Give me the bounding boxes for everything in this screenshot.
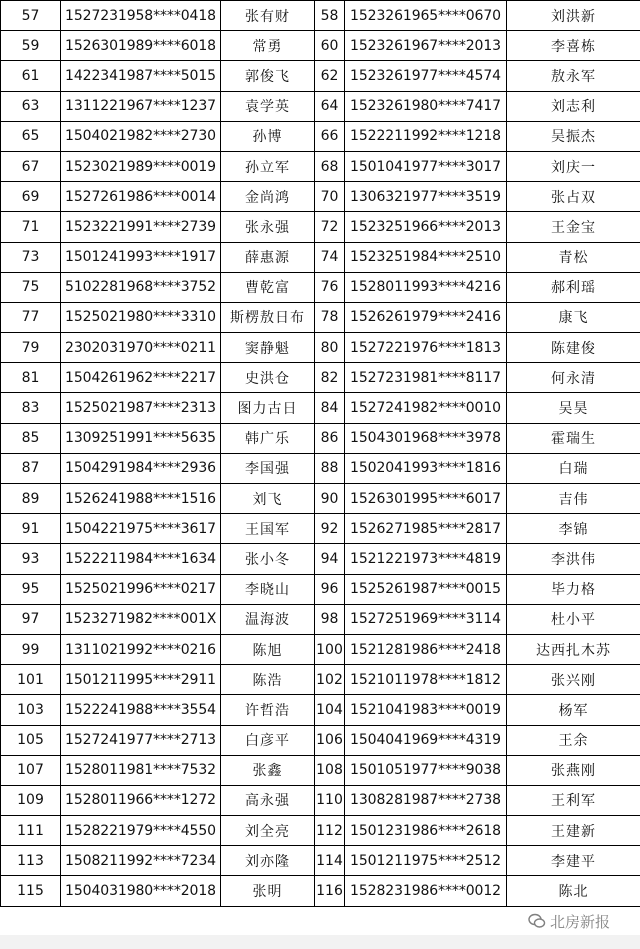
table-row [1, 574, 640, 604]
id-number-cell: 1528221979****4550 [61, 816, 221, 846]
table-row [1, 272, 640, 302]
name-cell: 王国军 [221, 514, 315, 544]
table-row [1, 1, 640, 31]
row-number-cell: 60 [315, 31, 345, 61]
name-cell: 陈北 [507, 876, 640, 906]
id-number-cell: 2302031970****0211 [61, 333, 221, 363]
name-cell: 曹乾富 [221, 272, 315, 302]
id-number-cell: 1523251984****2510 [345, 242, 507, 272]
row-number-cell: 59 [1, 31, 61, 61]
name-cell: 窦静魁 [221, 333, 315, 363]
name-cell: 许哲浩 [221, 695, 315, 725]
name-cell: 刘全亮 [221, 816, 315, 846]
table-row [1, 242, 640, 272]
id-number-cell: 1525021987****2313 [61, 393, 221, 423]
row-number-cell: 82 [315, 363, 345, 393]
id-number-cell: 1504021982****2730 [61, 121, 221, 151]
row-number-cell: 116 [315, 876, 345, 906]
name-cell: 张永强 [221, 212, 315, 242]
row-number-cell: 65 [1, 121, 61, 151]
name-cell: 李晓山 [221, 574, 315, 604]
id-number-cell: 1521041983****0019 [345, 695, 507, 725]
row-number-cell: 96 [315, 574, 345, 604]
row-number-cell: 85 [1, 423, 61, 453]
id-number-cell: 1521221973****4819 [345, 544, 507, 574]
name-cell: 张有财 [221, 1, 315, 31]
table-row [1, 423, 640, 453]
id-number-cell: 1504291984****2936 [61, 453, 221, 483]
row-number-cell: 112 [315, 816, 345, 846]
name-cell: 斯楞敖日布 [221, 302, 315, 332]
row-number-cell: 100 [315, 634, 345, 664]
table-row [1, 514, 640, 544]
id-number-cell: 1523261980****7417 [345, 91, 507, 121]
row-number-cell: 111 [1, 816, 61, 846]
id-number-cell: 1527241977****2713 [61, 725, 221, 755]
row-number-cell: 79 [1, 333, 61, 363]
table-row [1, 665, 640, 695]
name-cell: 李洪伟 [507, 544, 640, 574]
row-number-cell: 71 [1, 212, 61, 242]
id-number-cell: 1523021989****0019 [61, 151, 221, 181]
id-number-cell: 1527231981****8117 [345, 363, 507, 393]
bottom-strip [0, 935, 640, 949]
id-number-cell: 1526271985****2817 [345, 514, 507, 544]
name-cell: 李国强 [221, 453, 315, 483]
id-number-cell: 1309251991****5635 [61, 423, 221, 453]
row-number-cell: 76 [315, 272, 345, 302]
table-row [1, 302, 640, 332]
row-number-cell: 94 [315, 544, 345, 574]
row-number-cell: 99 [1, 634, 61, 664]
name-cell: 薛惠源 [221, 242, 315, 272]
row-number-cell: 102 [315, 665, 345, 695]
watermark-text: 北房新报 [550, 912, 611, 931]
name-cell: 杨军 [507, 695, 640, 725]
row-number-cell: 90 [315, 484, 345, 514]
name-cell: 王余 [507, 725, 640, 755]
name-cell: 杜小平 [507, 604, 640, 634]
row-number-cell: 95 [1, 574, 61, 604]
roster-table-body [1, 1, 640, 907]
id-number-cell: 1504041969****4319 [345, 725, 507, 755]
id-number-cell: 1504221975****3617 [61, 514, 221, 544]
row-number-cell: 68 [315, 151, 345, 181]
table-row [1, 61, 640, 91]
id-number-cell: 1311221967****1237 [61, 91, 221, 121]
name-cell: 吉伟 [507, 484, 640, 514]
table-row [1, 91, 640, 121]
row-number-cell: 93 [1, 544, 61, 574]
table-row [1, 695, 640, 725]
row-number-cell: 101 [1, 665, 61, 695]
name-cell: 史洪仓 [221, 363, 315, 393]
row-number-cell: 108 [315, 755, 345, 785]
id-number-cell: 1308281987****2738 [345, 785, 507, 815]
row-number-cell: 78 [315, 302, 345, 332]
row-number-cell: 86 [315, 423, 345, 453]
name-cell: 郭俊飞 [221, 61, 315, 91]
name-cell: 孙立军 [221, 151, 315, 181]
row-number-cell: 61 [1, 61, 61, 91]
name-cell: 张燕刚 [507, 755, 640, 785]
table-row [1, 816, 640, 846]
row-number-cell: 83 [1, 393, 61, 423]
row-number-cell: 104 [315, 695, 345, 725]
table-row [1, 333, 640, 363]
row-number-cell: 62 [315, 61, 345, 91]
id-number-cell: 1527221976****1813 [345, 333, 507, 363]
row-number-cell: 77 [1, 302, 61, 332]
name-cell: 王建新 [507, 816, 640, 846]
name-cell: 吴昊 [507, 393, 640, 423]
name-cell: 孙博 [221, 121, 315, 151]
table-row [1, 725, 640, 755]
name-cell: 张占双 [507, 182, 640, 212]
id-number-cell: 1501231986****2618 [345, 816, 507, 846]
row-number-cell: 88 [315, 453, 345, 483]
id-number-cell: 1525021996****0217 [61, 574, 221, 604]
row-number-cell: 103 [1, 695, 61, 725]
id-number-cell: 1526301995****6017 [345, 484, 507, 514]
id-number-cell: 1508211992****7234 [61, 846, 221, 876]
id-number-cell: 1522211992****1218 [345, 121, 507, 151]
name-cell: 康飞 [507, 302, 640, 332]
table-row [1, 151, 640, 181]
id-number-cell: 1504031980****2018 [61, 876, 221, 906]
id-number-cell: 1528011993****4216 [345, 272, 507, 302]
id-number-cell: 1528011966****1272 [61, 785, 221, 815]
id-number-cell: 1422341987****5015 [61, 61, 221, 91]
name-cell: 霍瑞生 [507, 423, 640, 453]
name-cell: 青松 [507, 242, 640, 272]
id-number-cell: 1526301989****6018 [61, 31, 221, 61]
row-number-cell: 113 [1, 846, 61, 876]
name-cell: 刘庆一 [507, 151, 640, 181]
name-cell: 毕力格 [507, 574, 640, 604]
name-cell: 郝利瑶 [507, 272, 640, 302]
id-number-cell: 1523261965****0670 [345, 1, 507, 31]
id-number-cell: 1504301968****3978 [345, 423, 507, 453]
table-row [1, 363, 640, 393]
id-number-cell: 1523261977****4574 [345, 61, 507, 91]
table-row [1, 604, 640, 634]
table-row [1, 121, 640, 151]
id-number-cell: 1501041977****3017 [345, 151, 507, 181]
row-number-cell: 64 [315, 91, 345, 121]
name-cell: 高永强 [221, 785, 315, 815]
name-cell: 刘飞 [221, 484, 315, 514]
name-cell: 常勇 [221, 31, 315, 61]
id-number-cell: 1523271982****001X [61, 604, 221, 634]
id-number-cell: 1523261967****2013 [345, 31, 507, 61]
name-cell: 金尚鸿 [221, 182, 315, 212]
row-number-cell: 105 [1, 725, 61, 755]
row-number-cell: 89 [1, 484, 61, 514]
id-number-cell: 1527251969****3114 [345, 604, 507, 634]
row-number-cell: 115 [1, 876, 61, 906]
row-number-cell: 106 [315, 725, 345, 755]
id-number-cell: 1528231986****0012 [345, 876, 507, 906]
id-number-cell: 1502041993****1816 [345, 453, 507, 483]
row-number-cell: 110 [315, 785, 345, 815]
row-number-cell: 73 [1, 242, 61, 272]
row-number-cell: 67 [1, 151, 61, 181]
table-row [1, 212, 640, 242]
id-number-cell: 1526241988****1516 [61, 484, 221, 514]
row-number-cell: 92 [315, 514, 345, 544]
name-cell: 陈浩 [221, 665, 315, 695]
id-number-cell: 1501241993****1917 [61, 242, 221, 272]
id-number-cell: 1528011981****7532 [61, 755, 221, 785]
name-cell: 王金宝 [507, 212, 640, 242]
name-cell: 刘亦隆 [221, 846, 315, 876]
id-number-cell: 1527261986****0014 [61, 182, 221, 212]
id-number-cell: 1523221991****2739 [61, 212, 221, 242]
name-cell: 刘志利 [507, 91, 640, 121]
id-number-cell: 1522241988****3554 [61, 695, 221, 725]
id-number-cell: 1504261962****2217 [61, 363, 221, 393]
row-number-cell: 57 [1, 1, 61, 31]
id-number-cell: 1523251966****2013 [345, 212, 507, 242]
id-number-cell: 1525021980****3310 [61, 302, 221, 332]
row-number-cell: 72 [315, 212, 345, 242]
name-cell: 敖永军 [507, 61, 640, 91]
row-number-cell: 109 [1, 785, 61, 815]
wechat-icon [528, 912, 546, 930]
id-number-cell: 1527231958****0418 [61, 1, 221, 31]
name-cell: 达西扎木苏 [507, 634, 640, 664]
row-number-cell: 75 [1, 272, 61, 302]
name-cell: 李建平 [507, 846, 640, 876]
row-number-cell: 107 [1, 755, 61, 785]
name-cell: 张鑫 [221, 755, 315, 785]
name-cell: 吴振杰 [507, 121, 640, 151]
id-number-cell: 1311021992****0216 [61, 634, 221, 664]
id-number-cell: 1521011978****1812 [345, 665, 507, 695]
table-row [1, 484, 640, 514]
row-number-cell: 84 [315, 393, 345, 423]
table-row [1, 876, 640, 906]
name-cell: 李喜栋 [507, 31, 640, 61]
row-number-cell: 70 [315, 182, 345, 212]
row-number-cell: 97 [1, 604, 61, 634]
row-number-cell: 81 [1, 363, 61, 393]
name-cell: 张小冬 [221, 544, 315, 574]
name-cell: 白瑞 [507, 453, 640, 483]
row-number-cell: 63 [1, 91, 61, 121]
id-number-cell: 1526261979****2416 [345, 302, 507, 332]
id-number-cell: 1525261987****0015 [345, 574, 507, 604]
id-number-cell: 1522211984****1634 [61, 544, 221, 574]
id-number-cell: 1521281986****2418 [345, 634, 507, 664]
name-cell: 温海波 [221, 604, 315, 634]
row-number-cell: 74 [315, 242, 345, 272]
name-cell: 陈建俊 [507, 333, 640, 363]
row-number-cell: 69 [1, 182, 61, 212]
id-number-cell: 5102281968****3752 [61, 272, 221, 302]
table-row [1, 31, 640, 61]
row-number-cell: 66 [315, 121, 345, 151]
name-cell: 王利军 [507, 785, 640, 815]
id-number-cell: 1501211995****2911 [61, 665, 221, 695]
table-row [1, 182, 640, 212]
table-row [1, 634, 640, 664]
name-cell: 陈旭 [221, 634, 315, 664]
watermark [528, 908, 640, 934]
table-row [1, 846, 640, 876]
row-number-cell: 91 [1, 514, 61, 544]
name-cell: 袁学英 [221, 91, 315, 121]
name-cell: 图力古日 [221, 393, 315, 423]
id-number-cell: 1501051977****9038 [345, 755, 507, 785]
table-row [1, 755, 640, 785]
id-number-cell: 1501211975****2512 [345, 846, 507, 876]
row-number-cell: 98 [315, 604, 345, 634]
table-row [1, 393, 640, 423]
name-cell: 李锦 [507, 514, 640, 544]
name-cell: 韩广乐 [221, 423, 315, 453]
table-row [1, 785, 640, 815]
name-cell: 张兴刚 [507, 665, 640, 695]
table-row [1, 544, 640, 574]
name-cell: 张明 [221, 876, 315, 906]
row-number-cell: 114 [315, 846, 345, 876]
row-number-cell: 87 [1, 453, 61, 483]
id-number-cell: 1527241982****0010 [345, 393, 507, 423]
row-number-cell: 80 [315, 333, 345, 363]
table-row [1, 453, 640, 483]
name-cell: 刘洪新 [507, 1, 640, 31]
id-number-cell: 1306321977****3519 [345, 182, 507, 212]
name-cell: 何永清 [507, 363, 640, 393]
row-number-cell: 58 [315, 1, 345, 31]
name-cell: 白彦平 [221, 725, 315, 755]
